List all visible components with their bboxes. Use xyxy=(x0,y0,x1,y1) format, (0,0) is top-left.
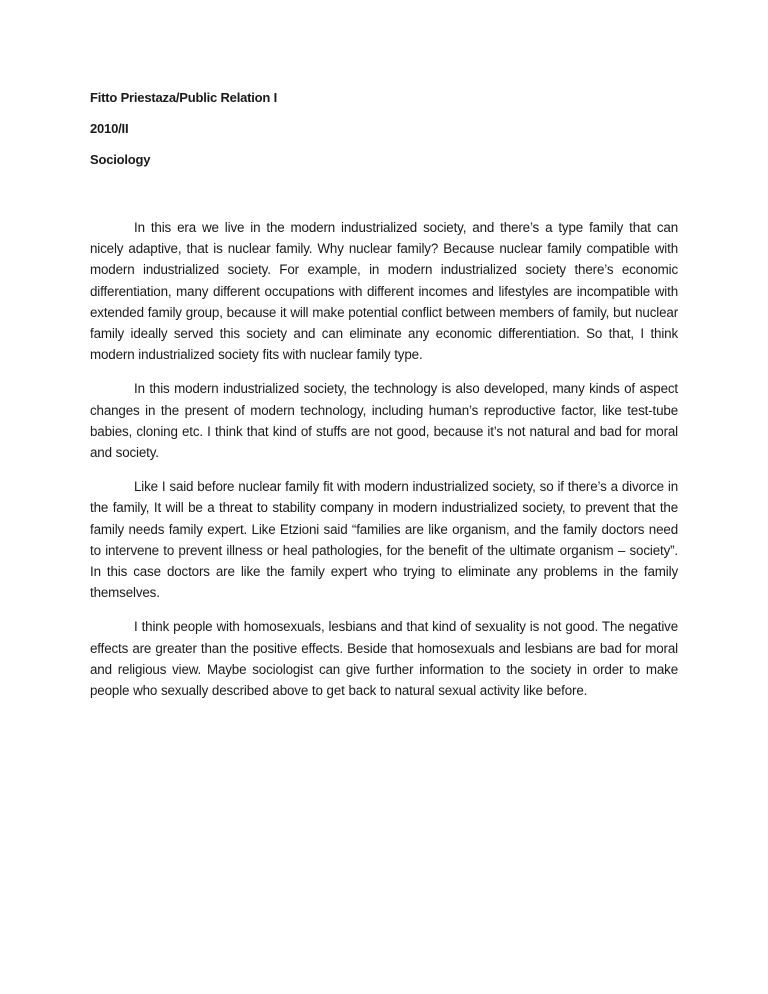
paragraph-2: In this modern industrialized society, the technology is also developed, many kinds of aspect changes in the present of modern technology, including human’s reproductive factor, like test-tube babies, cloning etc. I think that kind of stuffs are not good, because it’s not natural and bad for moral and society. xyxy=(90,381,678,461)
paragraph-1: In this era we live in the modern industrialized society, and there’s a type family that can nicely adaptive, that is nuclear family. Why nuclear family? Because nuclear family compatible with modern industrialized society. For example, in modern industrialized society there’s economic differentiation, many different occupations with different incomes and lifestyles are incompatible with extended family group, because it will make potential conflict between members of family, but nuclear family ideally served this society and can eliminate any economic differentiation. So that, I think modern industrialized society fits with nuclear family type. xyxy=(90,220,678,363)
author-line: Fitto Priestaza/Public Relation I xyxy=(90,90,277,105)
document-body xyxy=(90,217,678,714)
paragraph-3: Like I said before nuclear family fit with modern industrialized society, so if there’s a divorce in the family, It will be a threat to stability company in modern industrialized society, to prevent that the family needs family expert. Like Etzioni said “families are like organism, and the family doctors need to intervene to prevent illness or heal pathologies, for the benefit of the ultimate organism – society”. In this case doctors are like the family expert who trying to eliminate any problems in the family themselves. xyxy=(90,479,678,601)
paragraph-4: I think people with homosexuals, lesbians and that kind of sexuality is not good. The negative effects are greater than the positive effects. Beside that homosexuals and lesbians are bad for moral and religious view. Maybe sociologist can give further information to the society in order to make people who sexually described above to get back to natural sexual activity like before. xyxy=(90,619,678,699)
subject-line: Sociology xyxy=(90,152,151,167)
term-line: 2010/II xyxy=(90,121,129,136)
document-header xyxy=(90,89,680,182)
